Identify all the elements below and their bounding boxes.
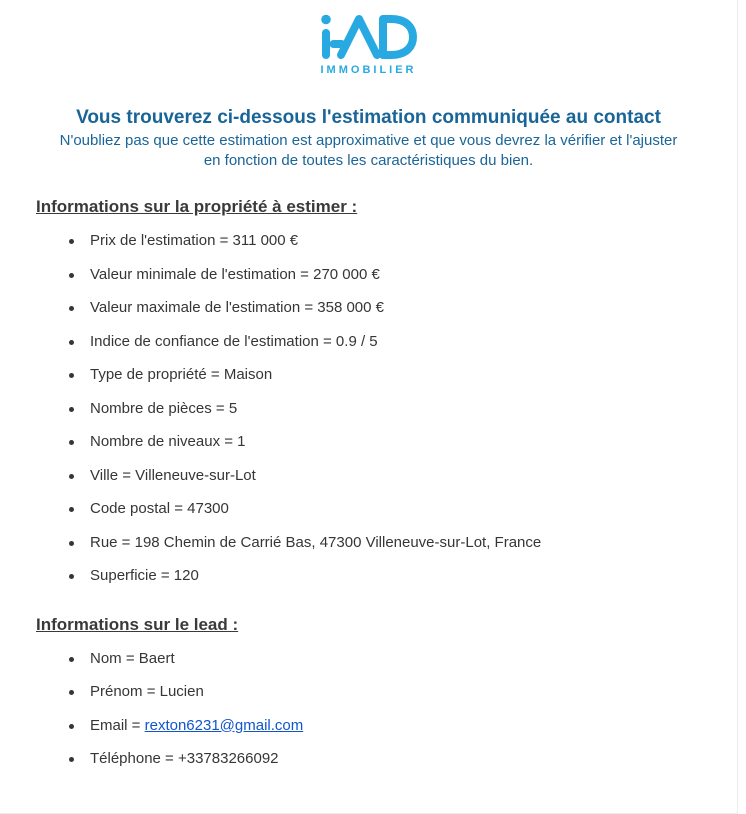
list-item-price: Prix de l'estimation = 311 000 € (0, 233, 737, 250)
list-item-phone: Téléphone = +33783266092 (0, 751, 737, 768)
list-item-levels: Nombre de niveaux = 1 (0, 434, 737, 451)
list-item-rooms: Nombre de pièces = 5 (0, 401, 737, 418)
property-section-title: Informations sur la propriété à estimer : (36, 197, 358, 216)
list-item-first-name: Prénom = Lucien (0, 684, 737, 701)
subtitle-line-2: en fonction de toutes les caractéristiques du bien. (203, 152, 534, 169)
list-item-postal-code: Code postal = 47300 (0, 501, 737, 518)
list-item-city: Ville = Villeneuve-sur-Lot (0, 468, 737, 485)
list-item-min-value: Valeur minimale de l'estimation = 270 000 € (0, 267, 737, 284)
list-item-street: Rue = 198 Chemin de Carrié Bas, 47300 Villeneuve-sur-Lot, France (0, 535, 737, 552)
iad-logo-icon (316, 10, 422, 62)
list-item-email (0, 718, 737, 735)
property-info-list (0, 233, 737, 585)
email-link[interactable]: rexton6231@gmail.com (144, 716, 304, 734)
list-item-max-value: Valeur maximale de l'estimation = 358 000 € (0, 300, 737, 317)
list-item-property-type: Type de propriété = Maison (0, 367, 737, 384)
list-item-area: Superficie = 120 (0, 568, 737, 585)
subtitle-line-1: N'oubliez pas que cette estimation est approximative et que vous devrez la vérifier et l'ajuster (59, 132, 678, 149)
lead-info-list (0, 651, 737, 768)
page-title: Vous trouverez ci-dessous l'estimation communiquée au contact (76, 107, 661, 128)
lead-section-title: Informations sur le lead : (36, 614, 239, 634)
email-label: Email = (90, 716, 145, 734)
list-item-confidence: Indice de confiance de l'estimation = 0.9 / 5 (0, 334, 737, 351)
brand-logo (0, 0, 737, 76)
logo-wordmark: IMMOBILIER (320, 64, 417, 76)
list-item-last-name: Nom = Baert (0, 651, 737, 668)
